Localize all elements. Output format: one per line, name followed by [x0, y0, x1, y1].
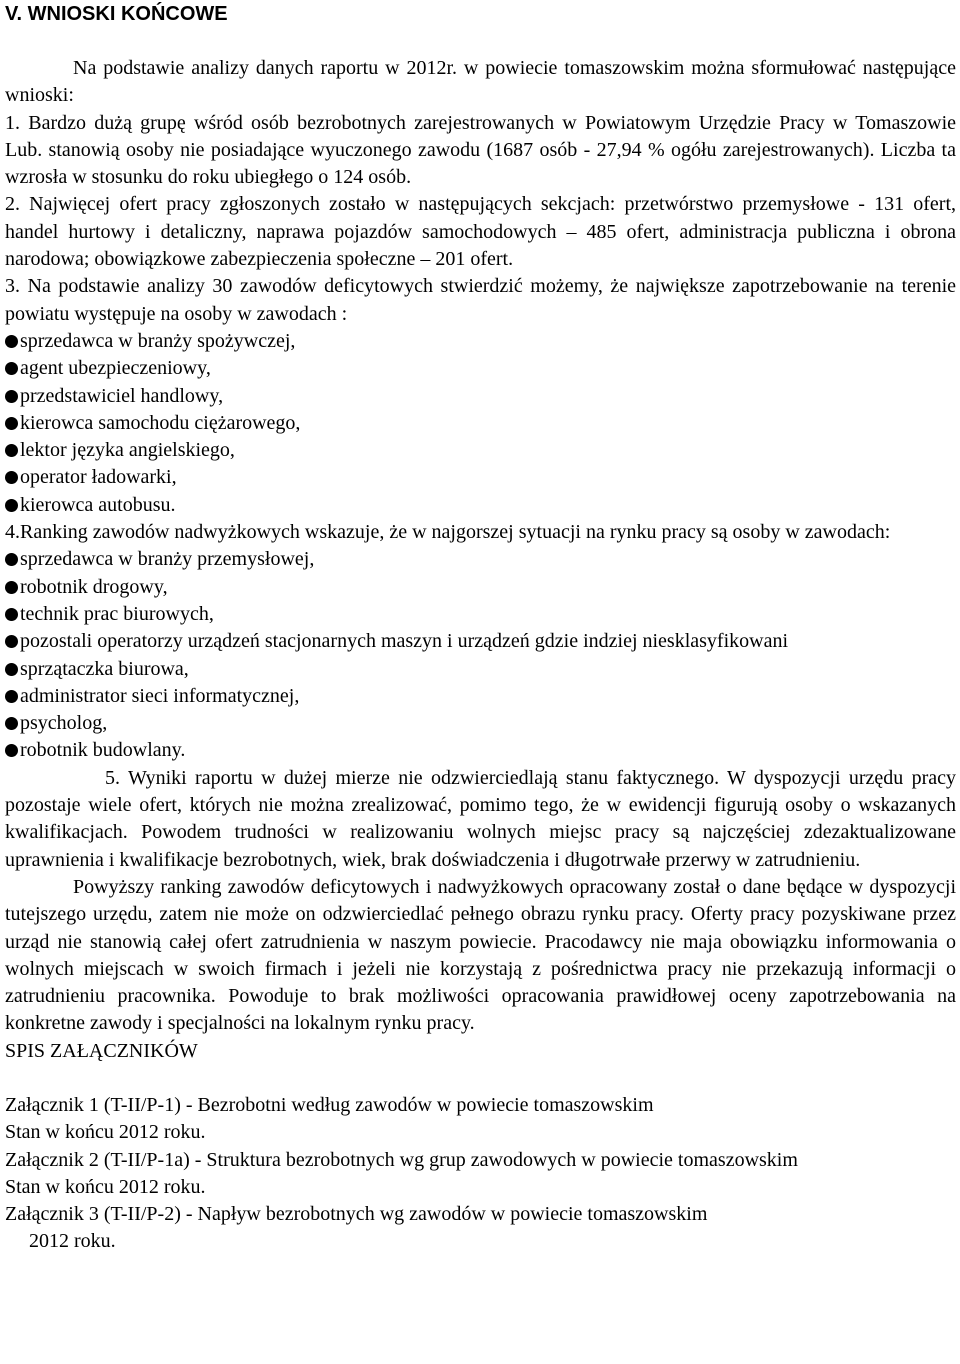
bullet-icon [5, 390, 18, 403]
attachment-title: Załącznik 1 (T-II/P-1) - Bezrobotni według zawodów w powiecie tomaszowskim [5, 1093, 654, 1116]
bullet-icon [5, 471, 18, 484]
list-item: pozostali operatorzy urządzeń stacjonarnych maszyn i urządzeń gdzie indziej niesklasyfikowani [5, 628, 956, 655]
bullet-icon [5, 335, 18, 348]
list-item: agent ubezpieczeniowy, [5, 355, 956, 382]
list-item: psycholog, [5, 710, 956, 737]
conclusion-2: 2. Najwięcej ofert pracy zgłoszonych zostało w następujących sekcjach: przetwórstwo przemysłowe - 131 ofert, handel hurtowy i detaliczny, naprawa pojazdów samochodowych – 485 ofert, administracja publiczna i obrona narodowa; obowiązkowe zabezpieczenia społeczne – 201 ofert. [5, 193, 956, 271]
list-item: administrator sieci informatycznej, [5, 683, 956, 710]
attachment-title: Załącznik 3 (T-II/P-2) - Napływ bezrobotnych wg zawodów w powiecie tomaszowskim [5, 1203, 708, 1226]
list-item: kierowca samochodu ciężarowego, [5, 410, 956, 437]
list-item: lektor języka angielskiego, [5, 437, 956, 464]
surplus-occupations-list [5, 546, 956, 764]
list-item: kierowca autobusu. [5, 492, 956, 519]
bullet-icon [5, 581, 18, 594]
conclusion-3: 3. Na podstawie analizy 30 zawodów deficytowych stwierdzić możemy, że największe zapotrzebowanie na terenie powiatu występuje na osoby w zawodach : [5, 275, 956, 325]
list-item: robotnik budowlany. [5, 737, 956, 764]
attachments-heading: SPIS ZAŁĄCZNIKÓW [5, 1039, 198, 1062]
attachment-subtitle: Stan w końcu 2012 roku. [5, 1175, 206, 1198]
bullet-icon [5, 717, 18, 730]
intro-paragraph: Na podstawie analizy danych raportu w 2012r. w powiecie tomaszowskim można sformułować następujące wnioski: [5, 57, 956, 107]
attachment-subtitle: Stan w końcu 2012 roku. [5, 1121, 206, 1144]
bullet-icon [5, 608, 18, 621]
attachment-title: Załącznik 2 (T-II/P-1a) - Struktura bezrobotnych wg grup zawodowych w powiecie tomaszowskim [5, 1148, 798, 1171]
conclusion-5: 5. Wyniki raportu w dużej mierze nie odzwierciedlają stanu faktycznego. W dyspozycji urzędu pracy pozostaje wiele ofert, których nie można zrealizować, pomimo tego, że w ewidencji figurują osoby o wskazanych kwalifikacjach. Powodem trudności w realizowaniu wolnych miejsc pracy są najczęściej zdezaktualizowane uprawnienia i kwalifikacje bezrobotnych, wiek, brak doświadczenia i długotrwałe przerwy w zatrudnieniu. [5, 766, 956, 871]
list-item: sprzątaczka biurowa, [5, 656, 956, 683]
list-item: sprzedawca w branży przemysłowej, [5, 546, 956, 573]
bullet-icon [5, 553, 18, 566]
bullet-icon [5, 362, 18, 375]
closing-paragraph: Powyższy ranking zawodów deficytowych i nadwyżkowych opracowany został o dane będące w dyspozycji tutejszego urzędu, zatem nie może on odzwierciedlać pełnego obrazu rynku pracy. Oferty pracy pozyskiwane przez urząd nie stanowią całej ofert zatrudnienia w naszym powiecie. Pracodawcy nie maja obowiązku informowania o wolnych miejscach w swoich firmach i jeżeli nie korzystają z pośrednictwa pracy nie przekazują informacji o zatrudnieniu pracownika. Powoduje to brak możliwości opracowania prawidłowej oceny zapotrzebowania na konkretne zawody i specjalności na lokalnym rynku pracy. [5, 875, 956, 1035]
bullet-icon [5, 499, 18, 512]
deficit-occupations-list [5, 328, 956, 519]
list-item: sprzedawca w branży spożywczej, [5, 328, 956, 355]
list-item: operator ładowarki, [5, 464, 956, 491]
bullet-icon [5, 663, 18, 676]
attachment-subtitle: 2012 roku. [29, 1230, 116, 1253]
bullet-icon [5, 635, 18, 648]
conclusion-1: 1. Bardzo dużą grupę wśród osób bezrobotnych zarejestrowanych w Powiatowym Urzędzie Pracy w Tomaszowie Lub. stanowią osoby nie posiadające wyuczonego zawodu (1687 osób - 27,94 % ogółu zarejestrowanych). Liczba ta wzrosła w stosunku do roku ubiegłego o 124 osób. [5, 111, 956, 189]
list-item: robotnik drogowy, [5, 574, 956, 601]
bullet-icon [5, 744, 18, 757]
bullet-icon [5, 417, 18, 430]
attachments-list [5, 1092, 956, 1256]
bullet-icon [5, 444, 18, 457]
list-item: przedstawiciel handlowy, [5, 383, 956, 410]
conclusion-4: 4.Ranking zawodów nadwyżkowych wskazuje, że w najgorszej sytuacji na rynku pracy są osoby w zawodach: [5, 521, 891, 544]
section-heading: V. WNIOSKI KOŃCOWE [5, 3, 228, 25]
list-item: technik prac biurowych, [5, 601, 956, 628]
bullet-icon [5, 690, 18, 703]
